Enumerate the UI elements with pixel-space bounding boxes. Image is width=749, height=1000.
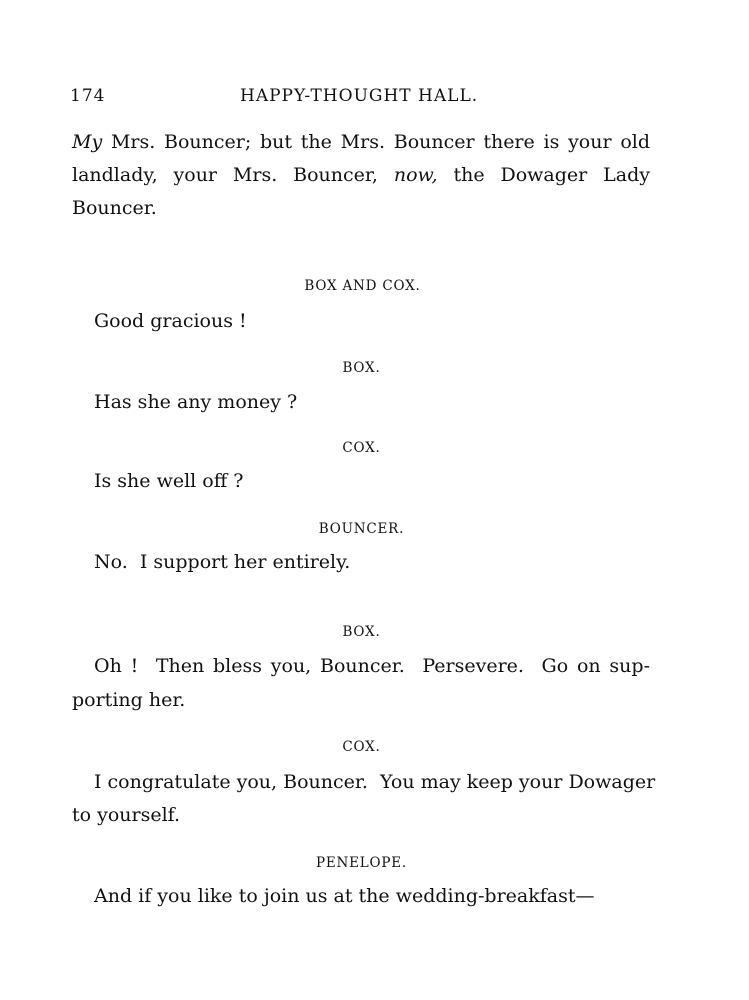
speech-line: porting her. — [72, 689, 186, 711]
speech-line: to yourself. — [72, 804, 181, 826]
speaker-label: PENELOPE. — [315, 855, 408, 871]
opening-line-1-text: Mrs. Bouncer; but the Mrs. Bouncer there is your old — [102, 131, 650, 153]
speech-paragraph — [94, 650, 650, 683]
opening-line-2-b: the Dowager Lady — [437, 164, 650, 186]
speech-line: Has she any money ? — [94, 391, 298, 413]
speaker-label: COX. — [342, 739, 381, 755]
speaker-label: BOX. — [342, 360, 381, 376]
opening-line-2 — [72, 159, 650, 192]
speaker-label: BOX AND COX. — [304, 278, 421, 294]
opening-line-3: Bouncer. — [72, 197, 157, 219]
speech-line: I congratulate you, Bouncer. You may keep your Dowager — [94, 771, 656, 793]
speaker-label: COX. — [342, 440, 381, 456]
speech-line: And if you like to join us at the wedding-breakfast— — [94, 885, 595, 907]
running-head: HAPPY-THOUGHT HALL. — [240, 86, 479, 106]
speech-line: Is she well off ? — [94, 470, 244, 492]
speech-line: Oh ! Then bless you, Bouncer. Persevere. Go on sup- — [94, 655, 650, 677]
italic-my: My — [72, 131, 103, 153]
speech-line: Good gracious ! — [94, 310, 247, 332]
page-number: 174 — [70, 86, 106, 106]
opening-paragraph — [72, 126, 650, 225]
speaker-label: BOUNCER. — [318, 521, 405, 537]
opening-line-1 — [72, 126, 650, 159]
speech-line: No. I support her entirely. — [94, 551, 351, 573]
italic-now: now, — [393, 164, 438, 186]
speaker-label: BOX. — [342, 624, 381, 640]
opening-line-2-a: landlady, your Mrs. Bouncer, — [72, 164, 394, 186]
speech-paragraph — [94, 766, 656, 799]
